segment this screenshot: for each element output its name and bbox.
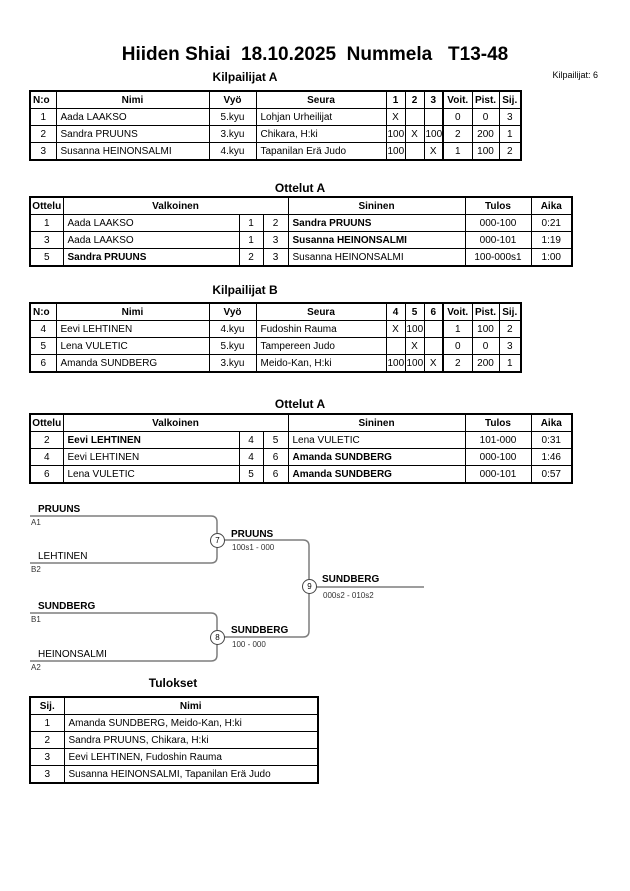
- cell-wins: 0: [443, 109, 472, 126]
- section-title-results: Tulokset: [148, 676, 198, 690]
- cell-place: 1: [499, 355, 521, 373]
- bracket-match-number: 8: [210, 630, 225, 645]
- cell-match-no: 3: [30, 232, 63, 249]
- col-header-name: Nimi: [56, 303, 209, 321]
- cell-club: Chikara, H:ki: [256, 126, 386, 143]
- cell-result: 100: [405, 321, 424, 338]
- cell-match-no: 5: [30, 249, 63, 267]
- col-header-blue: Sininen: [288, 197, 465, 215]
- col-header-opp2: 5: [405, 303, 424, 321]
- col-header-points: Pist.: [472, 91, 499, 109]
- cell-points: 100: [472, 321, 499, 338]
- bracket-slot-name: LEHTINEN: [38, 551, 88, 562]
- table-row: [30, 766, 318, 784]
- cell-white-no: 4: [239, 432, 263, 449]
- cell-match-no: 6: [30, 466, 63, 484]
- cell-belt: 5.kyu: [209, 109, 256, 126]
- cell-result: X: [424, 355, 443, 373]
- bracket-slot-seed: B1: [31, 615, 41, 624]
- cell-name: Susanna HEINONSALMI: [56, 143, 209, 161]
- cell-no: 2: [30, 126, 56, 143]
- section-title-matches-b: Ottelut A: [274, 397, 326, 411]
- cell-result: 100: [386, 355, 405, 373]
- bracket-slot-name: HEINONSALMI: [38, 649, 107, 660]
- cell-place: 3: [499, 109, 521, 126]
- col-header-wins: Voit.: [443, 91, 472, 109]
- cell-white-no: 1: [239, 232, 263, 249]
- cell-time: 1:19: [531, 232, 572, 249]
- col-header-name: Nimi: [64, 697, 318, 715]
- cell-no: 5: [30, 338, 56, 355]
- cell-result: 000-100: [465, 215, 531, 232]
- cell-place: 3: [30, 749, 64, 766]
- cell-blue-name: Susanna HEINONSALMI: [288, 232, 465, 249]
- cell-blue-no: 3: [263, 232, 288, 249]
- bracket-match-winner: PRUUNS: [231, 529, 274, 540]
- cell-place: 1: [30, 715, 64, 732]
- cell-blue-no: 5: [263, 432, 288, 449]
- cell-match-no: 4: [30, 449, 63, 466]
- col-header-club: Seura: [256, 303, 386, 321]
- cell-white-name: Eevi LEHTINEN: [63, 449, 239, 466]
- cell-wins: 1: [443, 321, 472, 338]
- cell-name: Susanna HEINONSALMI, Tapanilan Erä Judo: [64, 766, 318, 784]
- cell-club: Lohjan Urheilijat: [256, 109, 386, 126]
- cell-white-name: Eevi LEHTINEN: [63, 432, 239, 449]
- cell-place: 1: [499, 126, 521, 143]
- cell-place: 3: [499, 338, 521, 355]
- col-header-opp3: 6: [424, 303, 443, 321]
- cell-points: 200: [472, 126, 499, 143]
- cell-match-no: 1: [30, 215, 63, 232]
- cell-time: 1:46: [531, 449, 572, 466]
- results-header-row: [30, 697, 318, 715]
- cell-result: 000-101: [465, 232, 531, 249]
- cell-name: Amanda SUNDBERG, Meido-Kan, H:ki: [64, 715, 318, 732]
- cell-name: Amanda SUNDBERG: [56, 355, 209, 373]
- col-header-wins: Voit.: [443, 303, 472, 321]
- col-header-points: Pist.: [472, 303, 499, 321]
- cell-result: 000-100: [465, 449, 531, 466]
- col-header-club: Seura: [256, 91, 386, 109]
- col-header-opp1: 4: [386, 303, 405, 321]
- cell-white-no: 5: [239, 466, 263, 484]
- col-header-no: N:o: [30, 91, 56, 109]
- bracket-match-score: 100s1 - 000: [232, 543, 275, 552]
- cell-result: X: [424, 143, 443, 161]
- col-header-white: Valkoinen: [63, 197, 288, 215]
- cell-result: 100: [424, 126, 443, 143]
- cell-result: X: [405, 126, 424, 143]
- cell-name: Eevi LEHTINEN, Fudoshin Rauma: [64, 749, 318, 766]
- bracket-match-winner: SUNDBERG: [231, 625, 289, 636]
- cell-club: Meido-Kan, H:ki: [256, 355, 386, 373]
- cell-no: 6: [30, 355, 56, 373]
- cell-result: 101-000: [465, 432, 531, 449]
- cell-name: Sandra PRUUNS: [56, 126, 209, 143]
- col-header-name: Nimi: [56, 91, 209, 109]
- cell-time: 0:21: [531, 215, 572, 232]
- cell-club: Tapanilan Erä Judo: [256, 143, 386, 161]
- cell-points: 0: [472, 109, 499, 126]
- table-row: [30, 749, 318, 766]
- cell-place: 3: [30, 766, 64, 784]
- bracket-match-number: 9: [302, 579, 317, 594]
- cell-white-no: 1: [239, 215, 263, 232]
- cell-result: 100: [386, 143, 405, 161]
- col-header-time: Aika: [531, 414, 572, 432]
- cell-wins: 2: [443, 126, 472, 143]
- cell-result: X: [386, 109, 405, 126]
- cell-place: 2: [499, 143, 521, 161]
- competitor-count: Kilpailijat: 6: [552, 70, 598, 80]
- col-header-white: Valkoinen: [63, 414, 288, 432]
- cell-wins: 0: [443, 338, 472, 355]
- cell-club: Fudoshin Rauma: [256, 321, 386, 338]
- cell-blue-name: Susanna HEINONSALMI: [288, 249, 465, 267]
- bracket-slot-name: SUNDBERG: [38, 601, 96, 612]
- bracket-slot-name: PRUUNS: [38, 504, 81, 515]
- col-header-opp1: 1: [386, 91, 405, 109]
- col-header-place: Sij.: [499, 303, 521, 321]
- col-header-time: Aika: [531, 197, 572, 215]
- cell-result: 100-000s1: [465, 249, 531, 267]
- section-title-pool-b: Kilpailijat B: [212, 283, 278, 297]
- cell-no: 1: [30, 109, 56, 126]
- section-title-matches-a: Ottelut A: [274, 181, 326, 195]
- bracket-slot-seed: A1: [31, 518, 41, 527]
- cell-belt: 3.kyu: [209, 126, 256, 143]
- bracket-match-score: 100 - 000: [232, 640, 266, 649]
- cell-club: Tampereen Judo: [256, 338, 386, 355]
- cell-result: 100: [405, 355, 424, 373]
- cell-white-no: 4: [239, 449, 263, 466]
- cell-name: Eevi LEHTINEN: [56, 321, 209, 338]
- col-header-belt: Vyö: [209, 303, 256, 321]
- cell-result: 000-101: [465, 466, 531, 484]
- cell-match-no: 2: [30, 432, 63, 449]
- cell-name: Aada LAAKSO: [56, 109, 209, 126]
- cell-points: 100: [472, 143, 499, 161]
- bracket-slot-seed: A2: [31, 663, 41, 672]
- cell-blue-no: 3: [263, 249, 288, 267]
- cell-points: 0: [472, 338, 499, 355]
- results-table: [29, 696, 319, 784]
- cell-no: 4: [30, 321, 56, 338]
- cell-blue-name: Sandra PRUUNS: [288, 215, 465, 232]
- cell-time: 0:57: [531, 466, 572, 484]
- section-title-pool-a: Kilpailijat A: [212, 70, 278, 84]
- cell-white-name: Lena VULETIC: [63, 466, 239, 484]
- col-header-result: Tulos: [465, 414, 531, 432]
- col-header-belt: Vyö: [209, 91, 256, 109]
- cell-white-no: 2: [239, 249, 263, 267]
- cell-white-name: Aada LAAKSO: [63, 232, 239, 249]
- col-header-match-no: Ottelu: [30, 197, 63, 215]
- cell-belt: 5.kyu: [209, 338, 256, 355]
- cell-time: 0:31: [531, 432, 572, 449]
- bracket-match-winner: SUNDBERG: [322, 574, 380, 585]
- col-header-match-no: Ottelu: [30, 414, 63, 432]
- cell-result: X: [405, 338, 424, 355]
- page-title: Hiiden Shiai 18.10.2025 Nummela T13-48: [121, 44, 509, 65]
- bracket-slot-seed: B2: [31, 565, 41, 574]
- cell-name: Sandra PRUUNS, Chikara, H:ki: [64, 732, 318, 749]
- col-header-place: Sij.: [30, 697, 64, 715]
- cell-belt: 4.kyu: [209, 143, 256, 161]
- table-row: [30, 715, 318, 732]
- cell-result: X: [386, 321, 405, 338]
- cell-belt: 3.kyu: [209, 355, 256, 373]
- cell-wins: 2: [443, 355, 472, 373]
- cell-white-name: Sandra PRUUNS: [63, 249, 239, 267]
- col-header-blue: Sininen: [288, 414, 465, 432]
- col-header-opp2: 2: [405, 91, 424, 109]
- cell-blue-name: Amanda SUNDBERG: [288, 449, 465, 466]
- cell-place: 2: [499, 321, 521, 338]
- cell-place: 2: [30, 732, 64, 749]
- cell-blue-no: 2: [263, 215, 288, 232]
- cell-name: Lena VULETIC: [56, 338, 209, 355]
- col-header-opp3: 3: [424, 91, 443, 109]
- cell-blue-name: Lena VULETIC: [288, 432, 465, 449]
- bracket-match-score: 000s2 - 010s2: [323, 591, 374, 600]
- cell-blue-no: 6: [263, 449, 288, 466]
- cell-points: 200: [472, 355, 499, 373]
- cell-white-name: Aada LAAKSO: [63, 215, 239, 232]
- cell-no: 3: [30, 143, 56, 161]
- col-header-place: Sij.: [499, 91, 521, 109]
- table-row: [30, 732, 318, 749]
- col-header-result: Tulos: [465, 197, 531, 215]
- cell-time: 1:00: [531, 249, 572, 267]
- bracket-match-number: 7: [210, 533, 225, 548]
- cell-result: 100: [386, 126, 405, 143]
- cell-belt: 4.kyu: [209, 321, 256, 338]
- cell-wins: 1: [443, 143, 472, 161]
- cell-blue-name: Amanda SUNDBERG: [288, 466, 465, 484]
- cell-blue-no: 6: [263, 466, 288, 484]
- col-header-no: N:o: [30, 303, 56, 321]
